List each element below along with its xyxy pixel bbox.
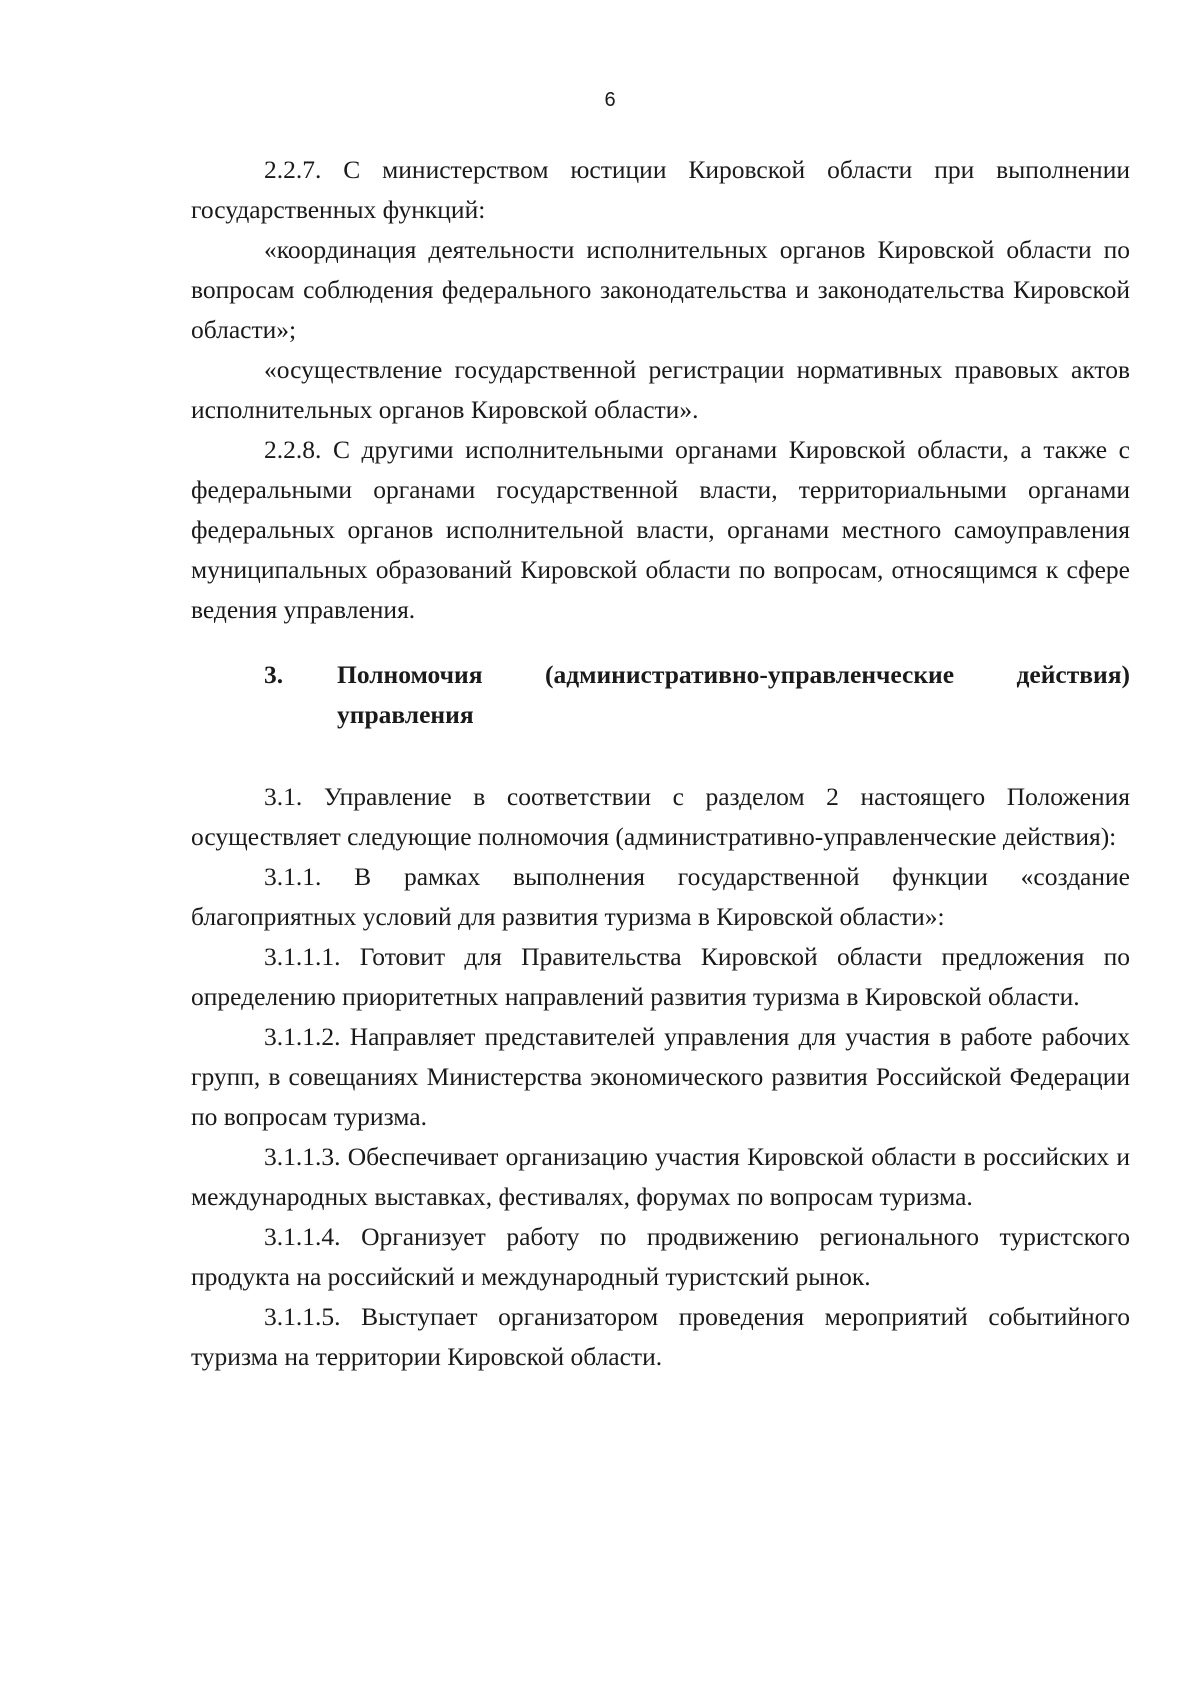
- paragraph-function-registration: «осуществление государственной регистрации нормативных правовых актов исполнительных органов Кировской области».: [191, 355, 1130, 424]
- paragraph-3-1-1-5: 3.1.1.5. Выступает организатором проведения мероприятий событийного туризма на территории Кировской области.: [191, 1302, 1130, 1371]
- section-title: Полномочия (административно-управленческие действия) управления: [337, 660, 1130, 729]
- paragraph-3-1-1-3: 3.1.1.3. Обеспечивает организацию участия Кировской области в российских и международных выставках, фестивалях, форумах по вопросам туризма.: [191, 1142, 1130, 1211]
- paragraph-2-2-7: 2.2.7. С министерством юстиции Кировской области при выполнении государственных функций:: [191, 155, 1130, 224]
- paragraph-3-1-1-2: 3.1.1.2. Направляет представителей управления для участия в работе рабочих групп, в совещаниях Министерства экономического развития Российской Федерации по вопросам туризма.: [191, 1022, 1130, 1131]
- paragraph-3-1-1-4: 3.1.1.4. Организует работу по продвижению регионального туристского продукта на российский и международный туристский рынок.: [191, 1222, 1130, 1291]
- paragraph-2-2-8: 2.2.8. С другими исполнительными органами Кировской области, а также с федеральными органами государственной власти, территориальными органами федеральных органов исполнительной власти, органами местного самоуправления муниципальных образований Кировской области по вопросам, относящимся к сфере ведения управления.: [191, 435, 1130, 624]
- page-number: 6: [604, 89, 616, 111]
- paragraph-3-1: 3.1. Управление в соответствии с разделом 2 настоящего Положения осуществляет следующие полномочия (административно-управленческие действия):: [191, 782, 1130, 851]
- document-body: [191, 150, 1130, 1377]
- paragraph-3-1-1-1: 3.1.1.1. Готовит для Правительства Кировской области предложения по определению приоритетных направлений развития туризма в Кировской области.: [191, 942, 1130, 1011]
- section-number: 3.: [264, 660, 284, 689]
- paragraph-function-coordination: «координация деятельности исполнительных органов Кировской области по вопросам соблюдения федерального законодательства и законодательства Кировской области»;: [191, 235, 1130, 344]
- paragraph-3-1-1: 3.1.1. В рамках выполнения государственной функции «создание благоприятных условий для развития туризма в Кировской области»:: [191, 862, 1130, 931]
- section-heading: [191, 655, 1130, 735]
